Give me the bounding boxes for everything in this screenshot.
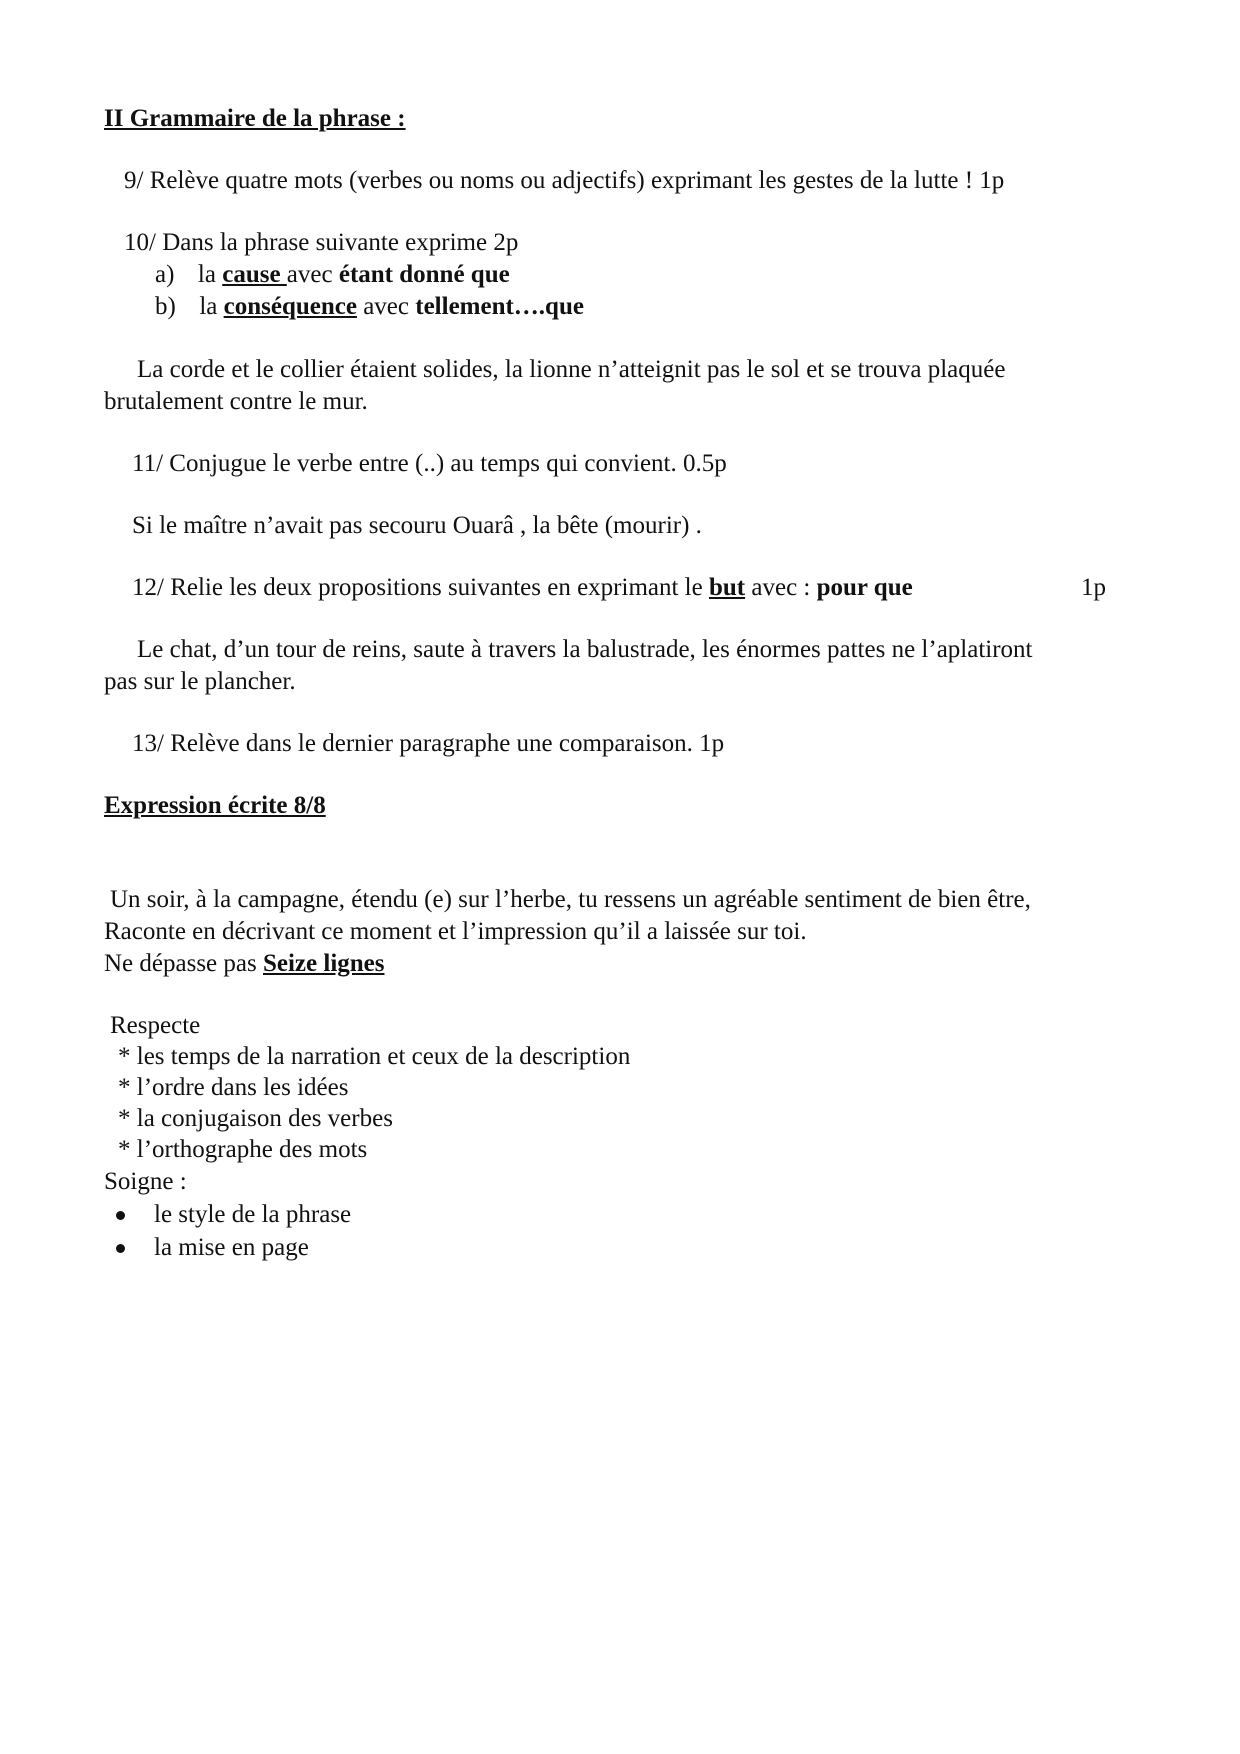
item-a-mid: avec xyxy=(286,261,339,288)
question-10-sentence-line1: La corde et le collier étaient solides, la lionne n’atteignit pas le sol et se trouva plaquée xyxy=(137,356,1006,383)
item-b-prefix: la xyxy=(199,293,224,320)
soigne-label: Soigne : xyxy=(104,1168,187,1195)
bullet-icon xyxy=(116,1211,125,1220)
list-marker-a: a) xyxy=(155,261,175,288)
expression-prompt-line1: Un soir, à la campagne, étendu (e) sur l’herbe, tu ressens un agréable sentiment de bien être, xyxy=(110,886,1031,913)
question-10-intro: 10/ Dans la phrase suivante exprime 2p xyxy=(124,229,519,256)
limit-keyword: Seize lignes xyxy=(262,950,385,977)
respecte-label: Respecte xyxy=(110,1012,201,1039)
expression-length-limit xyxy=(104,948,385,980)
question-13: 13/ Relève dans le dernier paragraphe une comparaison. 1p xyxy=(132,730,725,757)
question-11-instruction: 11/ Conjugue le verbe entre (..) au temps qui convient. 0.5p xyxy=(132,450,727,477)
q12-points: 1p xyxy=(1081,574,1106,601)
section-title-expression: Expression écrite 8/8 xyxy=(104,792,326,819)
soigne-item: le style de la phrase xyxy=(154,1201,352,1228)
respecte-item: * la conjugaison des verbes xyxy=(118,1105,393,1132)
item-a-prefix: la xyxy=(197,261,223,288)
q12-prefix: 12/ Relie les deux propositions suivantes en exprimant le xyxy=(132,574,709,601)
question-12-instruction xyxy=(132,572,913,604)
q12-conjunction: pour que xyxy=(816,574,913,601)
q12-keyword: but xyxy=(708,574,746,601)
question-12-sentence-line1: Le chat, d’un tour de reins, saute à travers la balustrade, les énormes pattes ne l’aplatiront xyxy=(137,636,1033,663)
item-b-conjunction: tellement….que xyxy=(415,293,584,320)
question-10-item-a xyxy=(155,259,510,291)
expression-prompt-line2: Raconte en décrivant ce moment et l’impression qu’il a laissée sur toi. xyxy=(104,918,807,945)
respecte-item: * l’ordre dans les idées xyxy=(118,1074,349,1101)
item-b-mid: avec xyxy=(356,293,416,320)
bullet-icon xyxy=(116,1244,125,1253)
item-a-conjunction: étant donné que xyxy=(338,261,510,288)
respecte-item: * l’orthographe des mots xyxy=(118,1136,368,1163)
question-11-sentence: Si le maître n’avait pas secouru Ouarâ , la bête (mourir) . xyxy=(132,512,702,539)
question-9: 9/ Relève quatre mots (verbes ou noms ou adjectifs) exprimant les gestes de la lutte ! 1p xyxy=(124,167,1005,194)
item-b-keyword: conséquence xyxy=(223,293,357,320)
question-12-sentence-line2: pas sur le plancher. xyxy=(104,668,296,695)
question-10-item-b xyxy=(155,291,584,323)
section-title-grammar: II Grammaire de la phrase : xyxy=(104,105,406,132)
q12-mid: avec : xyxy=(745,574,817,601)
respecte-item: * les temps de la narration et ceux de la description xyxy=(118,1043,631,1070)
list-marker-b: b) xyxy=(155,293,176,320)
item-a-keyword: cause xyxy=(222,261,287,288)
limit-prefix: Ne dépasse pas xyxy=(104,950,263,977)
soigne-item: la mise en page xyxy=(154,1234,309,1261)
question-10-sentence-line2: brutalement contre le mur. xyxy=(104,388,368,415)
